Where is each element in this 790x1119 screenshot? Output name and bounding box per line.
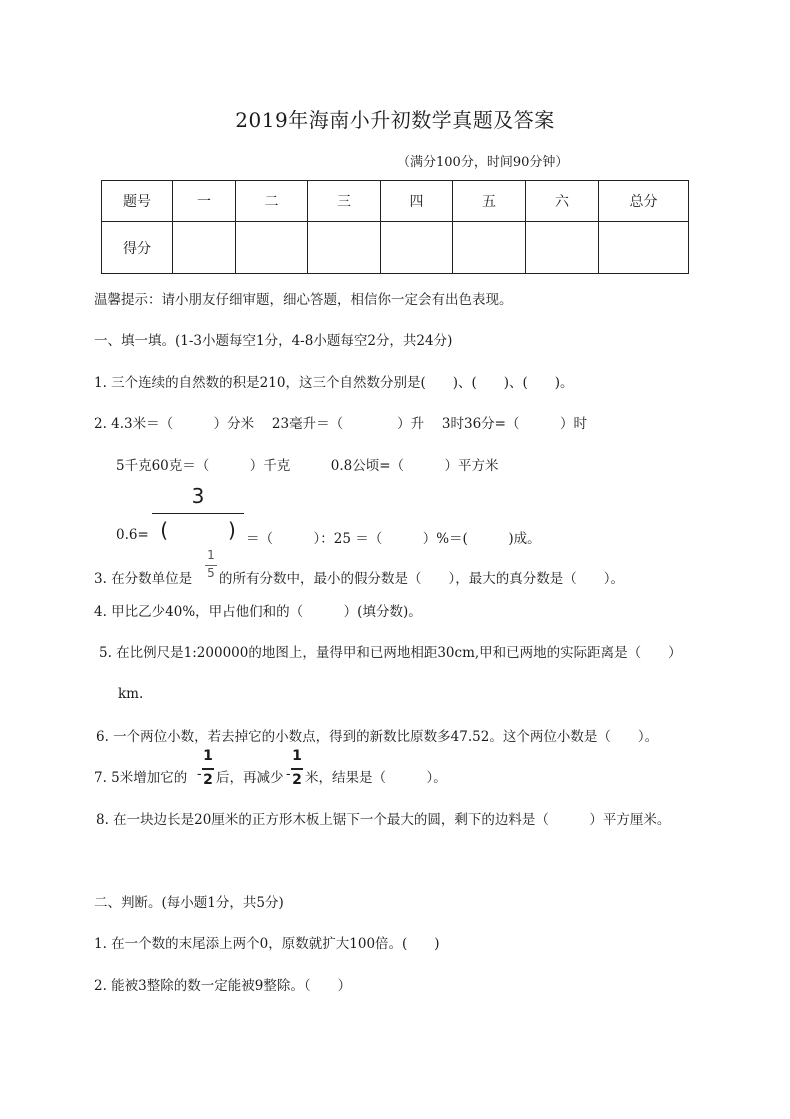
question-1-8: 8. 在一块边长是20厘米的正方形木板上锯下一个最大的圆，剩下的边料是（ ）平方厘米。 (96, 812, 671, 828)
score-cell[interactable] (453, 222, 526, 274)
question-1-7-start: 7. 5米增加它的 (94, 770, 188, 786)
section-2-heading: 二、判断。(每小题1分，共5分) (94, 895, 284, 911)
score-header-cell: 二 (236, 181, 308, 222)
fraction-numerator: 3 (191, 484, 205, 508)
score-header-cell: 三 (308, 181, 381, 222)
score-cell[interactable] (173, 222, 236, 274)
question-1-3-end: 的所有分数中，最小的假分数是（ ），最大的真分数是（ ）。 (219, 571, 624, 587)
question-2-2: 2. 能被3整除的数一定能被9整除。（ ） (94, 978, 352, 994)
score-cell[interactable] (236, 222, 308, 274)
question-1-4: 4. 甲比乙少40%，甲占他们和的（ ）(填分数)。 (94, 604, 422, 620)
score-header-cell: 总分 (599, 181, 689, 222)
score-cell[interactable] (526, 222, 599, 274)
question-1-7-end: 米，结果是（ ）。 (305, 770, 447, 786)
question-1-3-start: 3. 在分数单位是 (94, 571, 193, 587)
score-row-label: 得分 (102, 222, 173, 274)
score-table (101, 180, 689, 274)
question-1-2c-prefix: 0.6= (116, 527, 149, 543)
score-cell[interactable] (308, 222, 381, 274)
score-header-cell: 五 (453, 181, 526, 222)
question-1-1: 1. 三个连续的自然数的积是210，这三个自然数分别是( )、( )、( )。 (94, 375, 574, 391)
exam-info: （满分100分，时间90分钟） (397, 155, 569, 170)
question-1-7-middle: 后，再减少 (216, 770, 284, 786)
minus-mark: - (286, 766, 291, 782)
question-1-5b: km. (118, 686, 144, 702)
tip-text: 温馨提示：请小朋友仔细审题，细心答题，相信你一定会有出色表现。 (94, 292, 513, 308)
score-cell[interactable] (381, 222, 453, 274)
fraction-bar (202, 768, 214, 770)
score-header-cell: 四 (381, 181, 453, 222)
fraction-denominator: 2 (292, 772, 302, 788)
question-1-2c-suffix: ＝（ ）：25 ＝（ ）%＝( )成。 (246, 531, 541, 547)
page-title: 2019年海南小升初数学真题及答案 (235, 108, 555, 132)
score-cell[interactable] (599, 222, 689, 274)
fraction-numerator: 1 (203, 748, 213, 764)
score-header-cell: 一 (173, 181, 236, 222)
question-1-5a: 5. 在比例尺是1:200000的地图上，量得甲和已两地相距30cm,甲和已两地的实际距离是（ ） (99, 645, 682, 661)
minus-mark: - (197, 766, 202, 782)
unit-fraction-denominator: 5 (207, 566, 215, 580)
question-2-1: 1. 在一个数的末尾添上两个0，原数就扩大100倍。( ) (94, 936, 440, 952)
score-header-cell: 题号 (102, 181, 173, 222)
question-1-6: 6. 一个两位小数，若去掉它的小数点，得到的新数比原数多47.52。这个两位小数是（ ）。 (96, 729, 659, 745)
section-1-heading: 一、填一填。(1-3小题每空1分，4-8小题每空2分，共24分) (94, 333, 453, 349)
question-1-2b: 5千克60克＝（ ）千克 0.8公顷=（ ）平方米 (116, 458, 499, 474)
question-1-2a: 2. 4.3米＝（ ）分米 23毫升＝（ ）升 3时36分=（ ）时 (94, 416, 587, 432)
score-table-header-row (102, 181, 689, 222)
fraction-numerator: 1 (292, 748, 302, 764)
fraction-bar (291, 768, 303, 770)
score-header-cell: 六 (526, 181, 599, 222)
fraction-denominator: 2 (203, 772, 213, 788)
unit-fraction-numerator: 1 (207, 548, 215, 562)
score-table-score-row (102, 222, 689, 274)
fraction-denominator: ( ) (160, 518, 236, 542)
